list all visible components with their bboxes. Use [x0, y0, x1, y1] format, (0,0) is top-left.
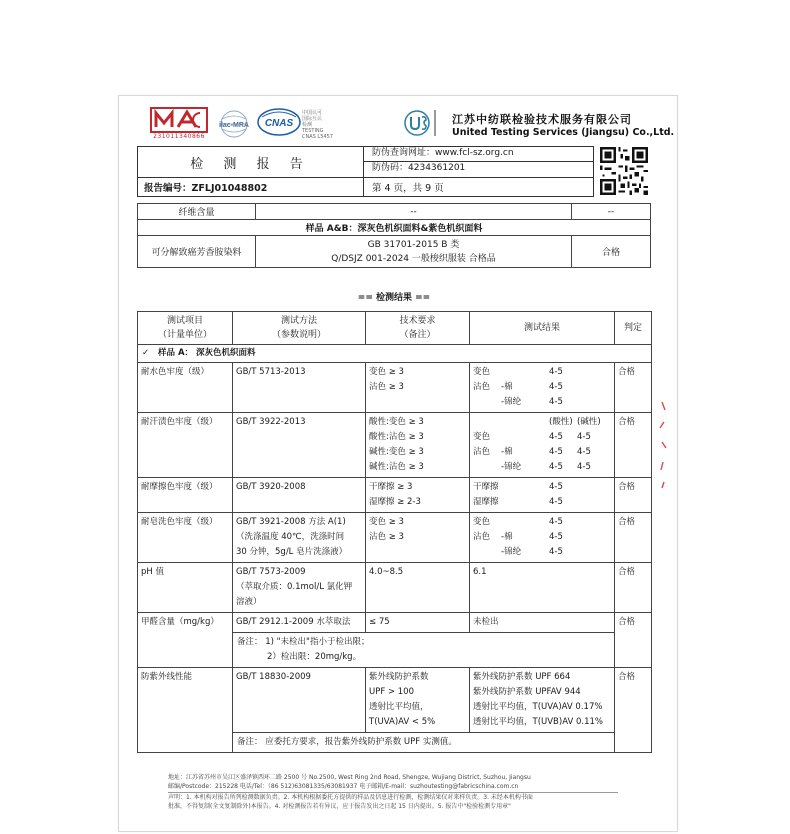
table-row: 防紫外线性能 GB/T 18830-2009 紫外线防护系数 UPF > 100 透射比平均值， T(UVA)AV < 5% 紫外线防护系数 UPF 664 紫外线防护系数 UPFAV 944 透射比平均值，T(UVA)AV 0.17% 透射比平均值，T(UVB)AV 0.11% 合格 — [138, 668, 652, 733]
cnas-logo — [256, 107, 302, 137]
anti-fake-code: 4234361201 — [408, 163, 466, 173]
sample-a-row — [138, 345, 652, 363]
company-name-cn: 江苏中纺联检验技术服务有限公司 — [452, 113, 632, 126]
ilac-text: ilac-MRA — [219, 122, 249, 129]
qr-code[interactable] — [600, 147, 648, 195]
header-right-cell — [364, 147, 594, 178]
fiber-result: -- — [572, 204, 651, 220]
uts-logo — [402, 108, 440, 138]
sample-ab-label: 样品 A&B：深灰色机织面料&紫色机织面料 — [138, 220, 651, 236]
table-note-row: 备注： 1) "未检出"指小于检出限； 2）检出限：20mg/kg。 — [138, 633, 652, 668]
check-icon: ✓ — [142, 348, 150, 358]
table-row: 耐水色牢度（级） GB/T 5713-2013 变色 ≥ 3 沾色 ≥ 3 变色 4-5 沾色 -棉 4-5 -锦纶 4-5 合格 — [138, 363, 652, 413]
report-no-label: 报告编号： — [144, 183, 192, 194]
summary-table — [137, 203, 651, 268]
azo-std-1: GB 31701-2015 B 类 — [367, 239, 460, 250]
company-name-en: United Testing Services (Jiangsu) Co.,Ltd. — [452, 127, 675, 138]
query-url-label: 防伪查询网址： — [372, 148, 436, 158]
azo-dye-label: 可分解致癌芳香胺染料 — [138, 236, 256, 268]
cma-number: 231011340866 — [153, 133, 205, 140]
azo-std-2: Q/DSJZ 001-2024 一般梭织服装 合格品 — [331, 253, 496, 264]
results-header-row: 测试项目 （计量单位） 测试方法 （参数说明） 技术要求 （备注） 测试结果 判定 — [138, 312, 652, 345]
seal-fragment — [656, 392, 670, 492]
table-row: 甲醛含量（mg/kg） GB/T 2912.1-2009 水萃取法 ≤ 75 未检出 合格 — [138, 613, 652, 633]
ilac-mra-logo — [214, 109, 254, 139]
table-note-row: 备注： 应委托方要求，报告紫外线防护系数 UPF 实测值。 — [138, 733, 652, 753]
report-header-table — [137, 146, 594, 197]
table-row: 耐摩擦色牢度（级） GB/T 3920-2008 干摩擦 ≥ 3 湿摩擦 ≥ 2-3 干摩擦 4-5 湿摩擦 4-5 合格 — [138, 478, 652, 513]
footer — [168, 773, 618, 811]
query-url[interactable]: www.fcl-sz.org.cn — [435, 148, 514, 158]
footer-contact: 邮编/Postcode：215228 电话/Tel：（86 512)63081335/63081937 电子邮箱/E-mail：suzhoutesting@fabricschina.com.cn — [168, 783, 519, 790]
page-info: 第 4 页，共 9 页 — [364, 178, 594, 197]
azo-verdict: 合格 — [572, 236, 651, 268]
cnas-text: CNAS — [264, 118, 294, 129]
table-row: pH 值 GB/T 7573-2009 （萃取介质：0.1mol/L 氯化钾 溶液） 4.0~8.5 6.1 合格 — [138, 563, 652, 613]
footer-statement-1: 声明：1. 本机构对报告所列检测数据负责。2. 本机构根据委托方提供的样品及信息进行检测，检测结果仅对来样负责。3. 未经本机构书面 — [168, 794, 533, 801]
sample-a-label: 样品 A： 深灰色机织面料 — [158, 348, 256, 358]
fiber-req: -- — [256, 204, 572, 220]
results-table — [137, 311, 652, 753]
results-section-title: == 检测结果 == — [357, 293, 431, 303]
cma-logo — [150, 107, 208, 141]
report-number-cell — [138, 178, 364, 197]
table-row: 耐汗渍色牢度（级） GB/T 3922-2013 酸性:变色 ≥ 3 酸性:沾色 ≥ 3 碱性:变色 ≥ 3 碱性:沾色 ≥ 3 (酸性) (碱性) 变色 4-5 4-5 沾色 -棉 4-5 4-5 -锦纶 4-5 4-5 合格 — [138, 413, 652, 478]
fiber-content-label: 纤维含量 — [138, 204, 256, 220]
anti-fake-label: 防伪码： — [372, 163, 409, 173]
footer-statement-2: 批准，不得复制(全文复制除外)本报告。4. 对检测报告若有异议，应于报告发出之日起 15 日内提出。5. 报告中"检验检测专用章" — [168, 803, 511, 810]
cnas-subtext: 中国认可 国际互认 检测 TESTING CNAS L5457 — [302, 110, 333, 140]
report-title: 检 测 报 告 — [138, 147, 364, 178]
footer-address: 地址：江苏省苏州市吴江区盛泽镇西环二路 2500 号 No.2500, West Ring 2nd Road, Shengze, Wujiang District, Suzhou, Jiangsu — [168, 774, 531, 781]
table-row: 耐皂洗色牢度（级） GB/T 3921-2008 方法 A(1) （洗涤温度 40℃，洗涤时间 30 分钟，5g/L 皂片洗涤液） 变色 ≥ 3 沾色 ≥ 3 变色 4-5 沾色 -棉 4-5 -锦纶 4-5 合格 — [138, 513, 652, 563]
report-no: ZFLJ01048802 — [191, 183, 268, 194]
